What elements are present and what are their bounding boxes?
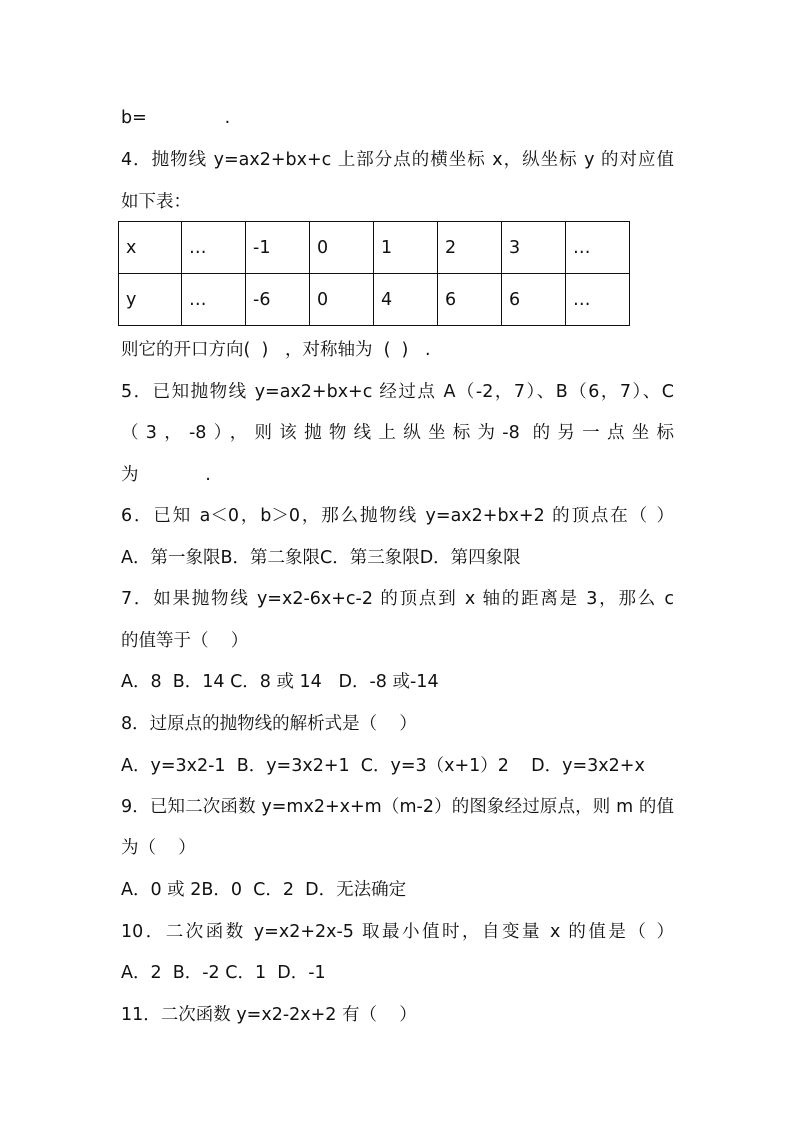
- question-9-text-cont: 为（ ）: [121, 838, 196, 858]
- table-cell: …: [566, 274, 630, 326]
- table-cell: …: [182, 222, 246, 274]
- table-cell: 6: [438, 274, 502, 326]
- question-5-text: 5．已知抛物线 y=ax2+bx+c 经过点 A（-2，7）、B（6，7）、C: [121, 382, 674, 402]
- question-5-text-end: 为 .: [121, 465, 211, 485]
- table-cell: -6: [246, 274, 310, 326]
- table-cell: 0: [310, 222, 374, 274]
- table-row-y: [119, 274, 630, 326]
- table-cell: 0: [310, 274, 374, 326]
- question-7-text-cont: 的值等于（ ）: [121, 631, 249, 651]
- question-9-text: 9．已知二次函数 y=mx2+x+m（m-2）的图象经过原点，则 m 的值: [121, 797, 674, 817]
- question-11-text: 11．二次函数 y=x2-2x+2 有（ ）: [121, 1005, 417, 1025]
- table-cell: 2: [438, 222, 502, 274]
- table-cell: y: [119, 274, 182, 326]
- table-cell: …: [566, 222, 630, 274]
- table-cell: 3: [502, 222, 566, 274]
- table-cell: -1: [246, 222, 310, 274]
- question-8-options: A．y=3x2-1 B．y=3x2+1 C．y=3（x+1）2 D．y=3x2+x: [121, 756, 645, 776]
- question-4-answer-line: 则它的开口方向( ) ，对称轴为 ( ) .: [121, 340, 431, 360]
- question-10-text: 10．二次函数 y=x2+2x-5 取最小值时，自变量 x 的值是（ ）: [121, 922, 674, 942]
- question-6-options: A．第一象限B．第二象限C．第三象限D．第四象限: [121, 548, 521, 568]
- question-5-text-cont: （3，-8），则该抛物线上纵坐标为-8 的另一点坐标: [121, 423, 674, 443]
- table-cell: 4: [374, 274, 438, 326]
- table-cell: 1: [374, 222, 438, 274]
- question-7-options: A．8 B．14 C．8 或 14 D．-8 或-14: [121, 672, 439, 692]
- table-cell: …: [182, 274, 246, 326]
- table-cell: 6: [502, 274, 566, 326]
- question-6-text: 6．已知 a＜0，b＞0，那么抛物线 y=ax2+bx+2 的顶点在（ ）: [121, 506, 674, 526]
- line-b-blank: b= .: [121, 108, 231, 128]
- question-9-options: A．0 或 2B．0 C．2 D．无法确定: [121, 880, 407, 900]
- table-cell: x: [119, 222, 182, 274]
- question-10-options: A．2 B．-2 C．1 D．-1: [121, 963, 326, 983]
- question-7-text: 7．如果抛物线 y=x2-6x+c-2 的顶点到 x 轴的距离是 3，那么 c: [121, 589, 674, 609]
- table-row-x: [119, 222, 630, 274]
- question-8-text: 8．过原点的抛物线的解析式是（ ）: [121, 714, 417, 734]
- question-4-text: 4．抛物线 y=ax2+bx+c 上部分点的横坐标 x，纵坐标 y 的对应值: [121, 150, 674, 170]
- question-4-text-cont: 如下表：: [121, 192, 191, 212]
- value-table: [118, 221, 630, 326]
